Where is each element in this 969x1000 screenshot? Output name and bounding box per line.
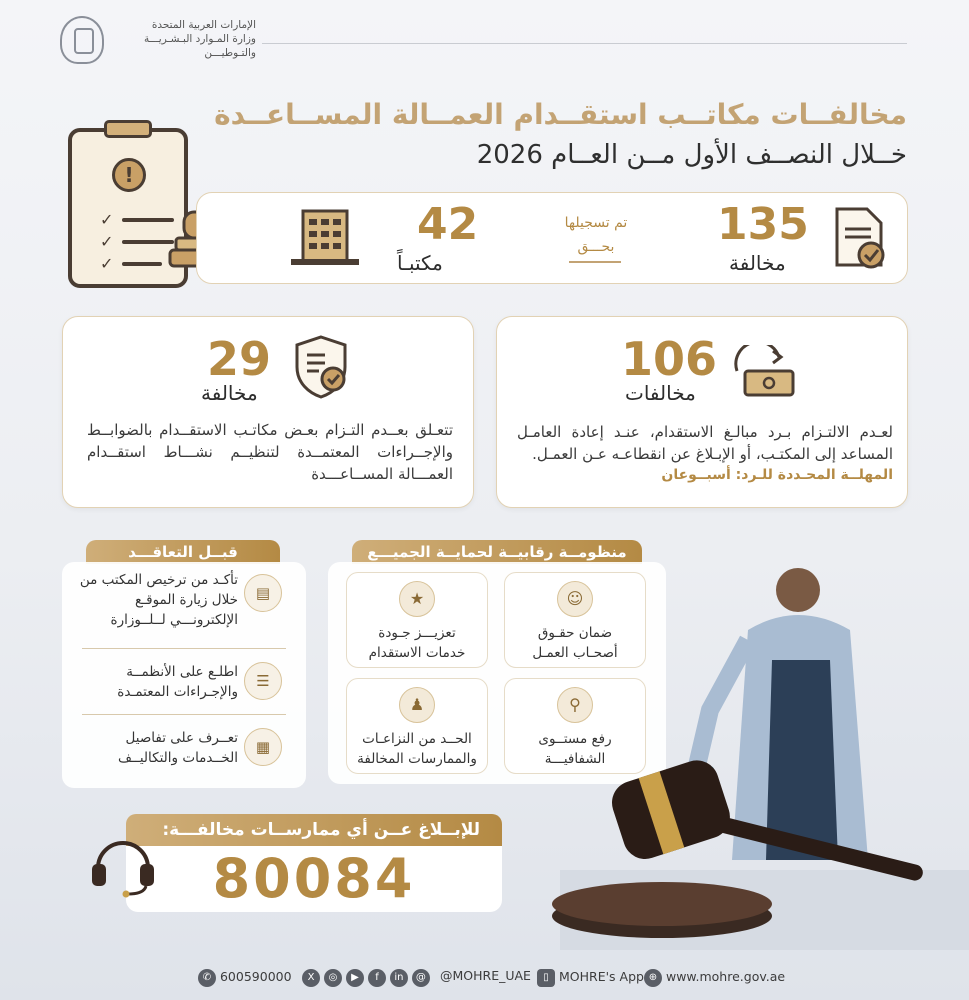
before-contract-panel — [62, 562, 306, 788]
compliance-violations-card — [62, 316, 474, 508]
website-link[interactable] — [644, 968, 785, 987]
x-icon[interactable]: X — [302, 969, 320, 987]
refund-violations-card — [496, 316, 908, 508]
registered-against-line2: بحـــق — [577, 239, 615, 255]
footer-phone: 600590000 — [219, 969, 292, 984]
document-check-icon — [831, 205, 887, 271]
hotline-box — [126, 846, 502, 912]
footer-social-handle[interactable]: @MOHRE_UAE — [440, 968, 531, 983]
ministry-line-2: وزارة المـوارد البـشـريـــة — [143, 33, 256, 45]
headset-icon — [88, 832, 158, 898]
compliance-violations-count: 29 — [207, 332, 272, 386]
group-shield-icon: ♟ — [399, 687, 435, 723]
globe-icon: ⊕ — [644, 969, 662, 987]
header-divider — [262, 43, 907, 44]
linkedin-icon[interactable]: in — [390, 969, 408, 987]
oversight-tile-employer-rights: ☺ ضمان حقـوق أصحـاب العمـل — [504, 572, 646, 668]
oversight-tab: منظومــة رقابيــة لحمايــة الجميـــع — [352, 540, 642, 564]
id-card-icon: ▤ — [244, 574, 282, 612]
youtube-icon[interactable]: ▶ — [346, 969, 364, 987]
offices-count: 42 — [417, 199, 479, 250]
refund-violations-count: 106 — [621, 332, 718, 386]
hands-person-icon: ☺ — [557, 581, 593, 617]
phone-contact[interactable] — [198, 968, 292, 987]
uae-emblem-icon — [60, 16, 104, 64]
footer — [0, 958, 969, 1000]
violations-count: 135 — [717, 199, 809, 250]
oversight-tile-transparency: ⚲ رفع مستــوى الشفافيـــة — [504, 678, 646, 774]
divider — [82, 648, 286, 649]
violations-label: مخالفة — [729, 251, 786, 275]
page-subtitle: خــلال النصــف الأول مــن العــام 2026 — [476, 140, 907, 170]
hotline-number[interactable]: 80084 — [212, 847, 416, 910]
compliance-violations-text: تتعـلق بعــدم التـزام بعـض مكاتـب الاستقــدام بالضوابــط والإجــراءات المعتمــدة لتنظيــم نشـــاط استقــدام العمـــالة المســاعـــدة — [87, 421, 453, 483]
shield-check-icon — [291, 333, 351, 401]
clipboard-clip-icon — [104, 120, 152, 138]
ministry-line-3: والتـوطيـــن — [204, 47, 256, 59]
compliance-violations-label: مخالفة — [201, 381, 258, 405]
checklist-icon: ☰ — [244, 662, 282, 700]
response-deadline: المهلــة المحـددة للـرد: أسبــوعان — [661, 467, 893, 483]
alert-icon: ! — [112, 158, 146, 192]
money-return-icon — [729, 345, 799, 401]
instagram-icon[interactable]: ◎ — [324, 969, 342, 987]
oversight-tile-reduce-disputes: ♟ الحــد من النزاعـات والممارسات المخالفة — [346, 678, 488, 774]
clipboard-illustration-icon: ✓ ✓ ✓ — [68, 128, 188, 288]
offices-label: مكتبـاً — [397, 251, 443, 275]
document-coin-icon: ▦ — [244, 728, 282, 766]
footer-app: MOHRE's App — [558, 969, 644, 984]
before-contract-item-license: تأكـد من ترخيص المكتب من خلال زيارة الموقـع الإلكترونـــي لــلــوزارة — [79, 572, 238, 628]
ministry-line-1: الإمارات العربية المتحدة — [151, 19, 256, 31]
refund-violations-text: لعـدم الالتـزام بـرد مبالـغ الاستقدام، عنـد إعادة العامـل المساعد إلى المكتـب، أو الإبـلاغ عن انقطاعـه عـن العمـل. — [517, 423, 893, 463]
footer-website: www.mohre.gov.ae — [665, 969, 786, 984]
registered-against-line1: تم تسجيلها — [564, 215, 628, 231]
refund-violations-label: مخالفات — [625, 381, 696, 405]
threads-icon[interactable]: @ — [412, 969, 430, 987]
facebook-icon[interactable]: f — [368, 969, 386, 987]
before-contract-item-costs: تعــرف على تفاصيل الخــدمات والتكاليــف — [117, 730, 238, 766]
office-building-icon — [289, 205, 361, 269]
magnifier-person-icon: ⚲ — [557, 687, 593, 723]
oversight-tile-service-quality: ★ تعزيـــز جـودة خدمات الاستقدام — [346, 572, 488, 668]
mobile-app-icon: ▯ — [537, 969, 555, 987]
social-icons — [302, 968, 430, 987]
worker-and-gavel-photo — [520, 560, 969, 950]
app-link[interactable] — [537, 968, 644, 987]
summary-box — [196, 192, 908, 284]
arrow-left-icon — [569, 261, 621, 263]
quality-badge-icon: ★ — [399, 581, 435, 617]
ministry-name — [108, 18, 256, 60]
hotline-label: للإبــلاغ عــن أي ممارســات مخالفـــة: — [126, 814, 502, 846]
before-contract-item-regulations: اطلـع على الأنظمــة والإجـراءات المعتمـدة — [117, 664, 238, 700]
divider — [82, 714, 286, 715]
before-contract-tab: قبــل التعاقـــد — [86, 540, 280, 564]
phone-icon: ✆ — [198, 969, 216, 987]
page-title: مخالفــات مكاتــب استقــدام العمــالة المســاعــدة — [214, 98, 907, 131]
